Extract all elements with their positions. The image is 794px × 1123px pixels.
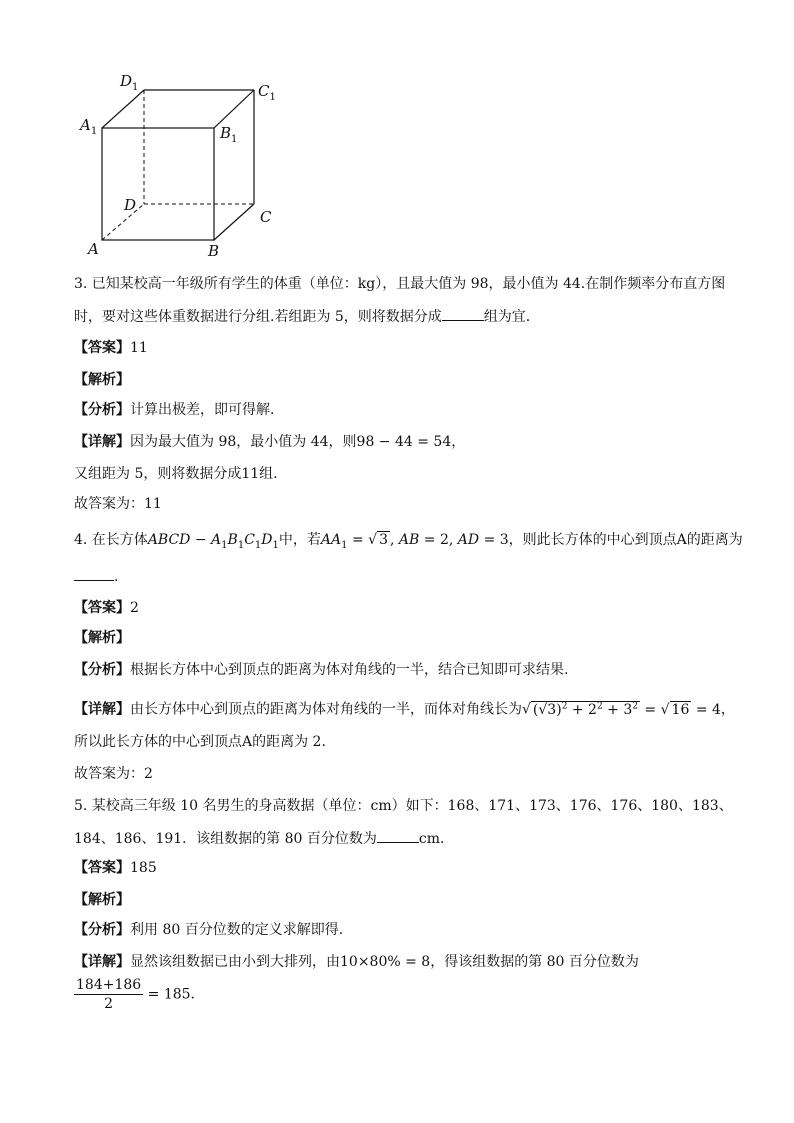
q4-cuboid-name: ABCD − $A_1B_1C_1D_1$	[147, 532, 279, 551]
q4-diagonal-formula: √ $(√3)^2 + 2^2 + 3^2$ = √ 16 = 4	[522, 701, 721, 718]
q5-line1: 5. 某校高三年级 10 名男生的身高数据（单位：cm）如下：168、171、173、176、176、180、183、	[74, 798, 733, 814]
q5-fenxi: 【分析】利用 80 百分位数的定义求解即得.	[74, 922, 344, 938]
q5-xiangjie: 【详解】显然该组数据已由小到大排列，由10×80% = 8，得该组数据的第 80 百分位数为	[74, 954, 639, 970]
q4-line1: 4. 在长方体ABCD − $A_1B_1C_1D_1$中，若$AA_1$ = √ 3 , AB = 2, AD = 3，则此长方体的中心到顶点A的距离为	[74, 532, 743, 551]
q3-analysis: 【解析】	[74, 372, 130, 388]
q5-fraction-line: $\frac{184+186}{2}$ = 185.	[76, 977, 195, 1012]
q3-xiangjie: 【详解】因为最大值为 98，最小值为 44，则98 − 44 = 54，	[74, 434, 466, 450]
edge-b1-c1	[214, 90, 254, 128]
q3-line1: 3. 已知某校高一年级所有学生的体重（单位：kg），且最大值为 98，最小值为 44.在制作频率分布直方图	[74, 276, 726, 292]
q3-line2: 时，要对这些体重数据进行分组.若组距为 5，则将数据分成 组为宜.	[74, 306, 530, 327]
front-face	[102, 128, 214, 240]
label-b1: $B_1$	[220, 124, 238, 145]
label-d1: $D_1$	[120, 72, 139, 93]
cuboid-figure	[74, 62, 294, 262]
q4-fenxi: 【分析】根据长方体中心到顶点的距离为体对角线的一半，结合已知即可求结果.	[74, 662, 569, 678]
q3-final: 故答案为：11	[74, 496, 162, 512]
q3-answer: 【答案】11	[74, 340, 148, 356]
q4-xiangjie: 【详解】由长方体中心到顶点的距离为体对角线的一半，而体对角线长为√ $(√3)^2 + 2^2 + 3^2$ = √ 16 = 4，	[74, 701, 735, 718]
q4-analysis: 【解析】	[74, 630, 130, 646]
q4-answer: 【答案】2	[74, 600, 139, 616]
edge-a1-d1	[102, 90, 144, 128]
q4-line2b: 所以此长方体的中心到顶点A的距离为 2.	[74, 734, 326, 750]
label-c: C	[260, 208, 272, 226]
q3-line-b: 又组距为 5，则将数据分成11组.	[74, 466, 278, 482]
edge-b-c	[214, 204, 254, 240]
label-b: B	[208, 242, 220, 260]
q5-fraction: $\frac{184+186}{2}$	[76, 977, 142, 1012]
q4-condition: $AA_1$ = √ 3 , AB = 2, AD = 3	[320, 532, 509, 551]
q3-fenxi: 【分析】计算出极差，即可得解.	[74, 402, 275, 418]
q4-line2: .	[74, 566, 118, 587]
q4-final: 故答案为：2	[74, 766, 153, 782]
edge-a-d-dashed	[102, 204, 144, 240]
label-c1: $C_1$	[258, 82, 276, 103]
label-d: D	[124, 196, 137, 214]
q4-answer-blank	[74, 566, 114, 581]
q5-analysis: 【解析】	[74, 892, 130, 908]
q5-answer: 【答案】185	[74, 860, 157, 876]
q5-line2: 184、186、191．该组数据的第 80 百分位数为 cm．	[74, 828, 454, 849]
label-a1: $A_1$	[80, 116, 98, 137]
label-a: A	[88, 240, 99, 258]
q3-answer-blank	[442, 306, 484, 321]
q5-answer-blank	[377, 828, 419, 843]
